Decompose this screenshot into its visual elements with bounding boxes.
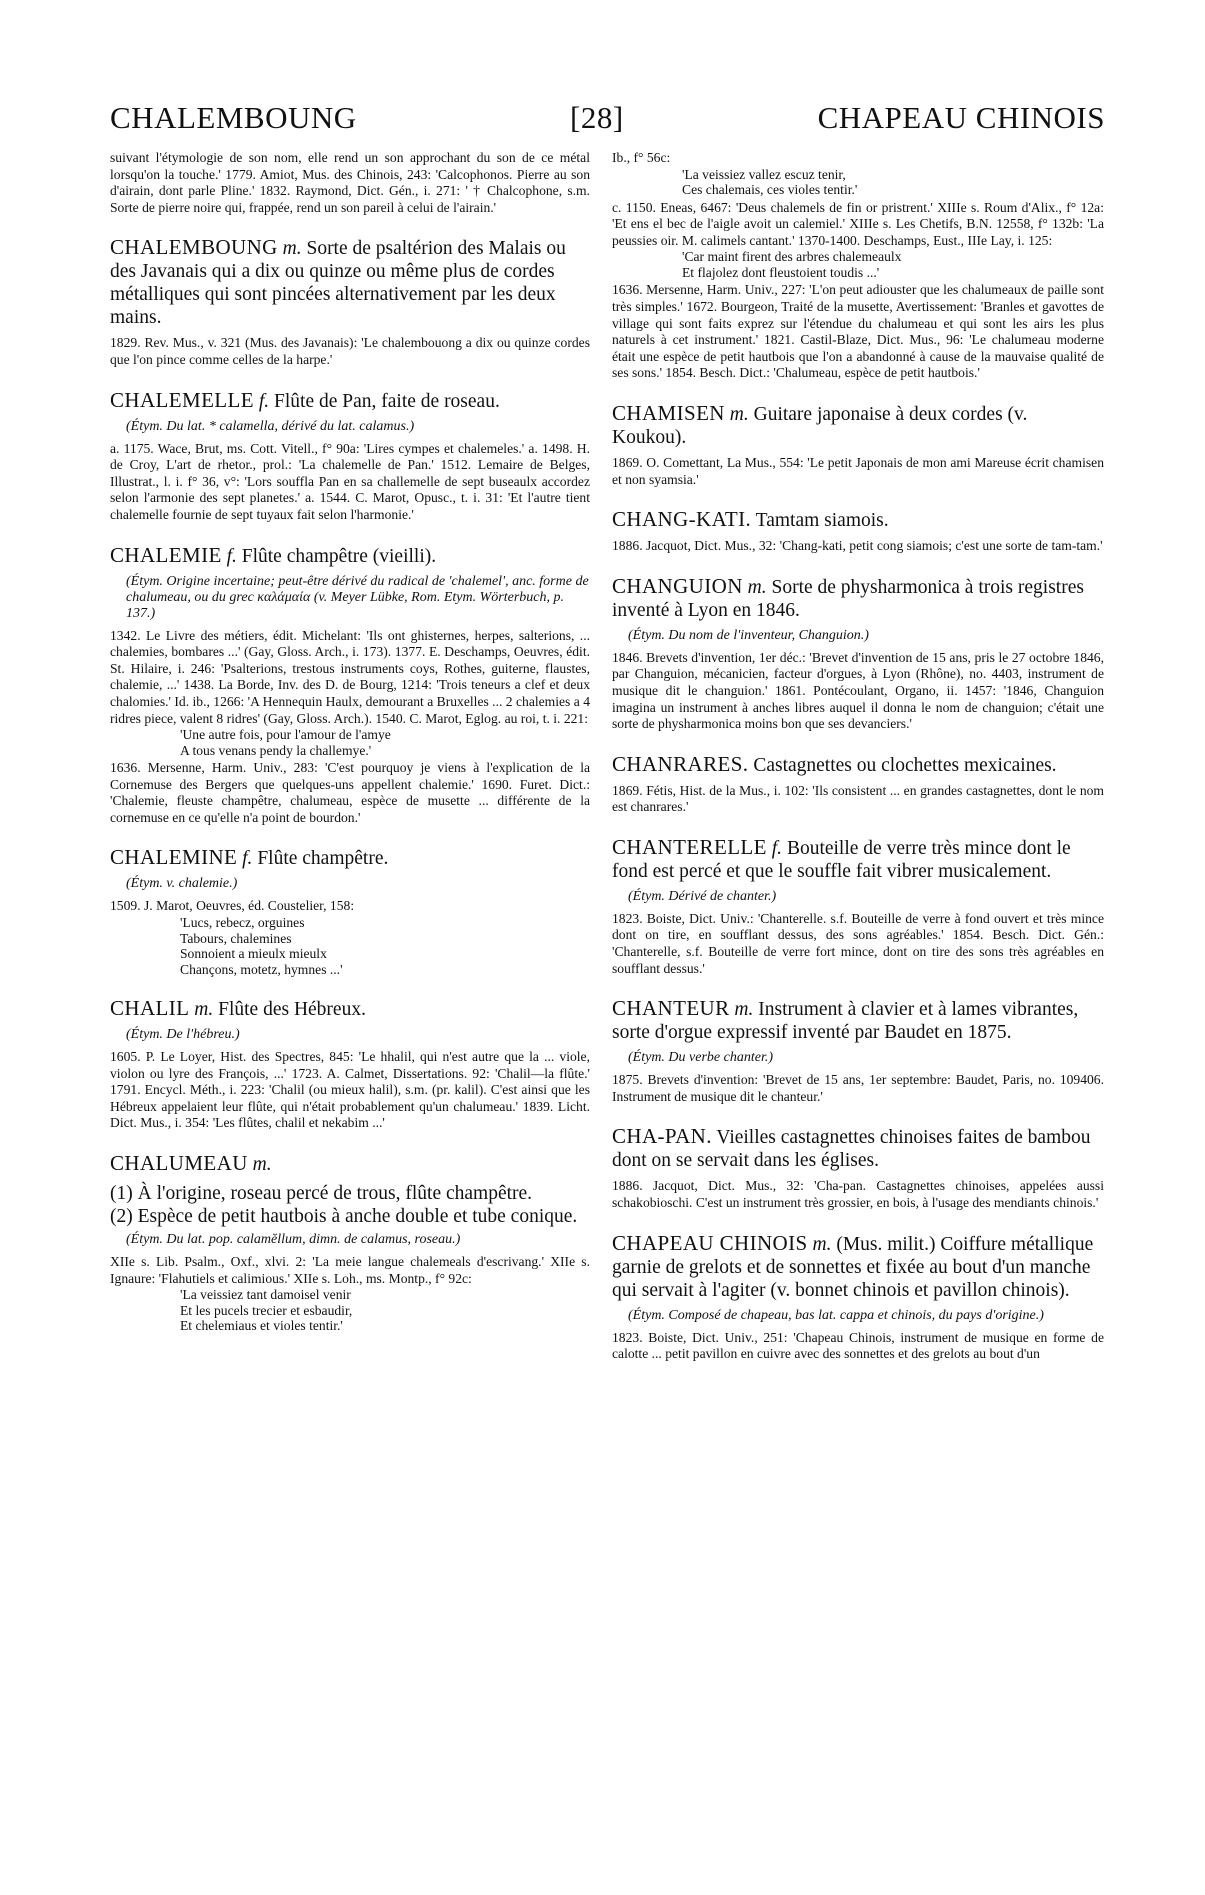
citations: 1886. Jacquot, Dict. Mus., 32: 'Chang-kati, petit cong siamois; c'est une sorte de tam-tam.' — [612, 538, 1103, 554]
entry-chamisen — [612, 402, 1104, 488]
headword: CHALEMELLE — [110, 387, 254, 412]
etymology: (Étym. v. chalemie.) — [126, 876, 238, 892]
entry-chalemine — [110, 846, 590, 977]
citations: XIIe s. Lib. Psalm., Oxf., xlvi. 2: 'La meie langue chalemeals d'escrivang.' XIIe s. Ignaure: 'Flahutiels et calimious.' XIIe s. Loh., ms. Montp., f° 92c: — [110, 1254, 590, 1286]
header-left-guideword: CHALEMBOUNG — [110, 100, 357, 135]
gender: m. — [812, 1233, 832, 1255]
definition: Vieilles castagnettes chinoises faites de bambou dont on se servait dans les églises. — [612, 1127, 1091, 1172]
left-column — [110, 150, 590, 1348]
entry-definition-line — [612, 997, 1104, 1044]
headword: CHANRARES. — [612, 751, 749, 776]
citations-continued: 1636. Mersenne, Harm. Univ., 283: 'C'est pourquoy je viens à l'explication de la Cornemuse des Bergers que quelques-uns appellent chalemie.' 1690. Furet. Dict.: 'Chalemie, fleuste champêtre, chalumeau, espèce de musette ... différente de la cornemuse en ce qu'elle n'a point de bourdon.' — [110, 760, 590, 825]
running-header — [110, 100, 1105, 150]
entry-definition-line — [110, 1152, 590, 1176]
entry-chalembouong — [110, 236, 590, 368]
headword: CHALEMBOUNG — [110, 235, 278, 260]
entry-chalumeau — [110, 1152, 590, 1334]
entry-chanterelle — [612, 836, 1104, 977]
definition: Sorte de physharmonica à trois registres inventé à Lyon en 1846. — [612, 576, 1084, 621]
gender: m. — [252, 1154, 272, 1176]
entry-definition-line — [110, 544, 590, 568]
citations: c. 1150. Eneas, 6467: 'Deus chalemels de fin or pristrent.' XIIIe s. Roum d'Alix., f° 12a: 'Et ens el bec de l'aigle avoit un calemiel.' XIIIe s. Les Chetifs, B.N. 12558, f° 132b: 'La peussies oir. M. calimels cantant.' 1370-1400. Deschamps, Eust., IIIe Lay, i. 125: — [612, 199, 1104, 248]
headword: CHALEMIE — [110, 542, 222, 567]
etymology: (Étym. Du nom de l'inventeur, Changuion.) — [628, 627, 869, 643]
headword: CHANTERELLE — [612, 834, 767, 859]
page-number: [28] — [570, 100, 624, 135]
continuation-text: suivant l'étymologie de son nom, elle rend un son approchant du son de ce métal lorsqu'on la touche.' 1779. Amiot, Mus. des Chinois, 243: 'Calcophonos. Pierre au son d'airain, dont parle Pline.' 1832. Raymond, Dict. Gén., i. 271: ' † Chalcophone, s.m. Sorte de pierre noire qui, frappée, rend un son pareil à celui de l'airain.' — [110, 150, 590, 215]
citations: 1869. O. Comettant, La Mus., 554: 'Le petit Japonais de mon ami Mareuse écrit chamisen et non syamsia.' — [612, 454, 1104, 487]
headword: CHALEMINE — [110, 845, 238, 870]
gender: f. — [258, 390, 270, 412]
entry-chalemelle — [110, 389, 590, 524]
entry-chapeau-chinois — [612, 1232, 1104, 1363]
entry-definition-line — [612, 753, 1104, 777]
etymology: (Étym. Du lat. * calamella, dérivé du lat. calamus.) — [126, 418, 415, 434]
gender: m. — [282, 238, 302, 260]
header-right-guideword: CHAPEAU CHINOIS — [817, 100, 1105, 135]
headword: CHA-PAN. — [612, 1124, 712, 1149]
headword: CHALUMEAU — [110, 1151, 248, 1176]
entry-chanrares — [612, 753, 1104, 816]
definition: (Mus. milit.) Coiffure métallique garnie de grelots et de sonnettes et fixée au bout d'un manche qui servait à l'agiter (v. bonnet chinois et pavillon chinois). — [612, 1233, 1094, 1301]
headword: CHALIL — [110, 996, 190, 1021]
definition: Flûte champêtre. — [257, 848, 389, 870]
definition: Flûte de Pan, faite de roseau. — [274, 390, 500, 412]
verse-quote-2: 'Car maint firent des arbres chalemeaulx Et flajolez dont fleustoient toudis ...' — [682, 249, 902, 280]
entry-definition-line — [110, 389, 590, 413]
headword: CHANTEUR — [612, 996, 730, 1021]
sense-1: (1) À l'origine, roseau percé de trous, flûte champêtre. — [110, 1183, 533, 1205]
headword: CHANG-KATI. — [612, 507, 752, 532]
etymology: (Étym. Origine incertaine; peut-être dérivé du radical de 'chalemel', anc. forme de chalumeau, ou du grec καλάμαία (v. Meyer Lübke, Rom. Etym. Wörterbuch, p. 137.) — [126, 573, 589, 621]
citations: 1869. Fétis, Hist. de la Mus., i. 102: 'Ils consistent ... en grandes castagnettes, dont le nom est chanrares.' — [612, 782, 1104, 815]
gender: f. — [242, 848, 253, 870]
citation-lead: Ib., f° 56c: — [612, 150, 671, 165]
definition: Tamtam siamois. — [755, 510, 889, 532]
entry-definition-line — [612, 575, 1104, 622]
citations: 1846. Brevets d'invention, 1er déc.: 'Brevet d'invention de 15 ans, pris le 27 octobre 1846, par Changuion, mécanicien, facteur d'orgues, à Lyon (Rhône), no. 4403, instrument de musique dit le changuion.' 1861. Pontécoulant, Organo, ii. 1457: '1846, Changuion imagina un instrument à anches libres auquel il donna le nom de changuion; c'était une sorte de physharmonica moins bon que ses devanciers.' — [612, 649, 1104, 732]
gender: f. — [226, 545, 237, 567]
citations: 1342. Le Livre des métiers, édit. Michelant: 'Ils ont ghisternes, herpes, salterions, ... chalemies, bombares ...' (Gay, Gloss. Arch., i. 173). 1377. E. Deschamps, Oeuvres, édit. St. Hilaire, i. 246: 'Psalterions, trestous instruments coys, Rothes, guiterne, flaustes, chalemie, ...' 1438. La Borde, Inv. des D. de Bourg, 1214: 'Trois teneurs a clef et deux chalomies.' Id. ib., 1266: 'A Hennequin Haulx, demourant a Bruxelles ... 2 chalemies a 4 ridres piece, valent 8 ridres' (Gay, Gloss. Arch.). 1540. C. Marot, Eglog. au roi, t. i. 221: — [110, 627, 590, 726]
entry-cha-pan — [612, 1125, 1104, 1211]
definition: Flûte des Hébreux. — [218, 999, 366, 1021]
citations: 1605. P. Le Loyer, Hist. des Spectres, 845: 'Le hhalil, qui n'est autre que la ... viole, violon ou lyre des François, ...' 1723. A. Calmet, Dissertations. 92: 'Chalil—la flûte.' 1791. Encycl. Méth., i. 223: 'Chalil (ou mieux halil), s.m. (pr. kalil). C'est ainsi que les Hébreux appelaient leur flûte, qui n'était probablement qu'un chalumeau.' 1839. Licht. Dict. Mus., i. 354: 'Les flûtes, chalil et nekabim ...' — [110, 1049, 590, 1131]
entry-definition-line — [612, 1232, 1104, 1302]
entry-chalemie — [110, 544, 590, 827]
verse-quote: 'Lucs, rebecz, orguines Tabours, chalemines Sonnoient a mieulx mieulx Chançons, motetz, hymnes ...' — [180, 915, 343, 977]
gender: m. — [734, 999, 754, 1021]
etymology: (Étym. Dérivé de chanter.) — [628, 888, 777, 904]
entry-chalumeau-continued — [612, 150, 1104, 382]
citations: 1886. Jacquot, Dict. Mus., 32: 'Cha-pan. Castagnettes chinoises, appelées aussi schakobioschi. C'est un instrument très grossier, en bois, à l'usage des mendiants chinois.' — [612, 1178, 1104, 1211]
entry-definition-line — [110, 997, 590, 1021]
citations: 1509. J. Marot, Oeuvres, éd. Coustelier, 158: — [110, 898, 355, 914]
gender: m. — [747, 576, 767, 598]
entry-definition-line — [110, 236, 590, 329]
citations: a. 1175. Wace, Brut, ms. Cott. Vitell., f° 90a: 'Lires cympes et chalemeles.' a. 1498. H. de Croy, L'art de rhetor., prol.: 'La chalemelle de Pan.' 1512. Lemaire de Belges, Illustrat., l. i. f° 36, v°: 'Lors souffla Pan en sa challemelle de sept buseaulx accordez selon l'armonie des sept planetes.' a. 1544. C. Marot, Opusc., t. i. 31: 'Et l'autre tient chalemelle fournie de sept tuyaux fait selon l'harmonie.' — [110, 440, 590, 522]
definition: Castagnettes ou clochettes mexicaines. — [753, 754, 1057, 776]
citations: 1823. Boiste, Dict. Univ.: 'Chanterelle. s.f. Bouteille de verre à fond ouvert et très mince dont on tire, en soufflant dessus, des sons agréables.' 1854. Besch. Dict. Gén.: 'Chanterelle, s.f. Bouteille de verre fort mince, dont on tire des sons très agréables en soufflant dessus.' — [612, 910, 1104, 976]
headword: CHANGUION — [612, 573, 743, 598]
entry-chalil — [110, 997, 590, 1132]
entry-chanteur — [612, 997, 1104, 1105]
gender: m. — [194, 999, 214, 1021]
etymology: (Étym. Du verbe chanter.) — [628, 1050, 774, 1066]
entry-chang-kati — [612, 508, 1104, 555]
verse-quote: 'La veissiez vallez escuz tenir, Ces chalemais, ces violes tentir.' — [682, 166, 858, 198]
sense-2: (2) Espèce de petit hautbois à anche double et tube conique. — [110, 1206, 578, 1228]
entry-definition-line — [612, 836, 1104, 883]
citations: 1829. Rev. Mus., v. 321 (Mus. des Javanais): 'Le chalembouong a dix ou quinze cordes que l'on pince comme celles de la harpe.' — [110, 335, 590, 367]
entry-definition-line — [612, 508, 1104, 532]
etymology: (Étym. De l'hébreu.) — [126, 1027, 240, 1043]
entry-definition-line — [612, 402, 1104, 449]
headword: CHAPEAU CHINOIS — [612, 1230, 808, 1255]
entry-definition-line — [612, 1125, 1104, 1172]
headword: CHAMISEN — [612, 400, 725, 425]
right-column — [612, 150, 1104, 1377]
definition: Flûte champêtre (vieilli). — [241, 545, 437, 567]
gender: m. — [729, 403, 749, 425]
gender: f. — [771, 837, 783, 859]
definition: Instrument à clavier et à lames vibrantes, sorte d'orgue expressif inventé par Baudet en 1875. — [612, 999, 1079, 1044]
etymology: (Étym. Du lat. pop. calamĕllum, dimn. de calamus, roseau.) — [126, 1232, 461, 1248]
definition: Guitare japonaise à deux cordes (v. Koukou). — [612, 403, 1028, 448]
verse-quote: 'La veissiez tant damoisel venir Et les pucels trecier et esbaudir, Et chelemiaus et violes tentir.' — [180, 1287, 353, 1334]
definition: Bouteille de verre très mince dont le fond est percé et que le souffle fait vibrer musicalement. — [612, 837, 1071, 882]
citations: 1875. Brevets d'invention: 'Brevet de 15 ans, 1er septembre: Baudet, Paris, no. 109406. Instrument de musique dit le chanteur.' — [612, 1072, 1104, 1104]
citations: 1823. Boiste, Dict. Univ., 251: 'Chapeau Chinois, instrument de musique en forme de calotte ... petit pavillon en cuivre avec des sonnettes et des grelots au bout d'un — [612, 1329, 1104, 1362]
entry-definition-line — [110, 846, 590, 870]
citations-continued: 1636. Mersenne, Harm. Univ., 227: 'L'on peut adiouster que les chalumeaux de paille sont très simples.' 1672. Bourgeon, Traité de la musette, Avertissement: 'Branles et gavottes de village qui sont faits exprez sur l'étendue du chalumeau et qui sont les airs les plus naturels à cet instrument.' 1821. Castil-Blaze, Dict. Mus., 96: 'Le chalumeau moderne était une espèce de petit hautbois que l'on a abandonné à cause de la mauvaise qualité de ses sons.' 1854. Besch. Dict.: 'Chalumeau, espèce de petit hautbois.' — [612, 282, 1104, 381]
etymology: (Étym. Composé de chapeau, bas lat. cappa et chinois, du pays d'origine.) — [628, 1307, 1044, 1323]
definition: Sorte de psaltérion des Malais ou des Javanais qui a dix ou quinze ou même plus de cordes métalliques qui sont pincées alternativement par les deux mains. — [110, 238, 566, 329]
verse-quote: 'Une autre fois, pour l'amour de l'amye A tous venans pendy la challemye.' — [180, 727, 391, 758]
entry-changuion — [612, 575, 1104, 733]
